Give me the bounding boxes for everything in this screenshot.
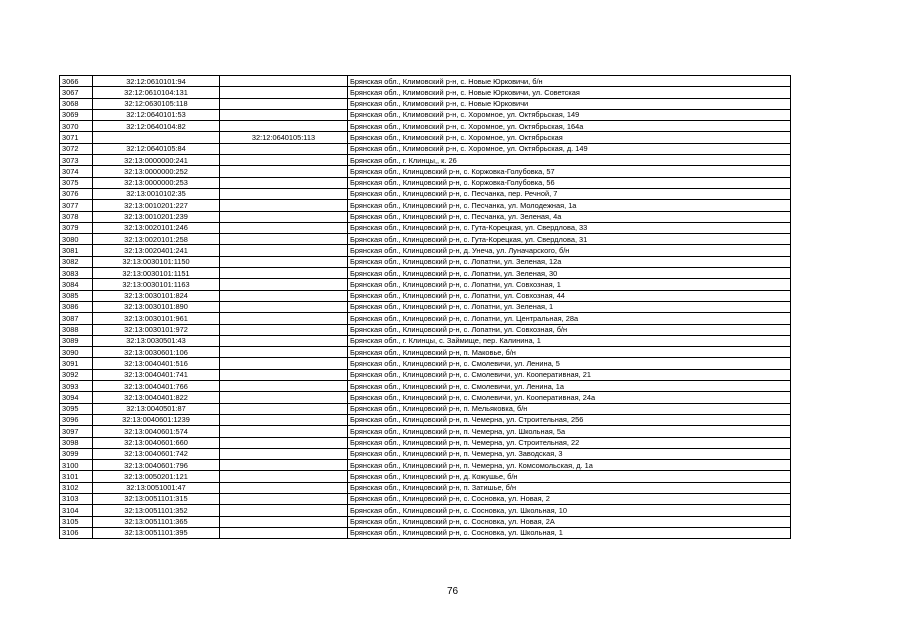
cadastral-number: 32:13:0051101:365 (93, 516, 220, 527)
address: Брянская обл., Клинцовский р-н, с. Коржовка-Голубовка, 57 (348, 166, 791, 177)
cadastral-number: 32:13:0030101:972 (93, 324, 220, 335)
address: Брянская обл., Клинцовский р-н, с. Лопатни, ул. Совхозная, 1 (348, 279, 791, 290)
row-number: 3103 (60, 493, 93, 504)
previous-cadastral-number (220, 460, 348, 471)
row-number: 3096 (60, 414, 93, 425)
cadastral-number: 32:12:0640101:53 (93, 109, 220, 120)
address: Брянская обл., Клинцовский р-н, с. Сосновка, ул. Новая, 2А (348, 516, 791, 527)
previous-cadastral-number (220, 527, 348, 538)
previous-cadastral-number (220, 155, 348, 166)
previous-cadastral-number (220, 188, 348, 199)
table-row (60, 482, 791, 493)
previous-cadastral-number (220, 87, 348, 98)
table-row (60, 493, 791, 504)
previous-cadastral-number (220, 290, 348, 301)
table-row (60, 200, 791, 211)
table-row (60, 437, 791, 448)
table-row (60, 460, 791, 471)
address: Брянская обл., Клинцовский р-н, с. Смолевичи, ул. Кооперативная, 24а (348, 392, 791, 403)
address: Брянская обл., Клинцовский р-н, с. Смолевичи, ул. Ленина, 1а (348, 381, 791, 392)
address: Брянская обл., Клинцовский р-н, с. Сосновка, ул. Новая, 2 (348, 493, 791, 504)
table-row (60, 505, 791, 516)
row-number: 3066 (60, 76, 93, 87)
row-number: 3104 (60, 505, 93, 516)
address: Брянская обл., Клинцовский р-н, п. Затишье, б/н (348, 482, 791, 493)
previous-cadastral-number (220, 448, 348, 459)
table-row (60, 290, 791, 301)
address: Брянская обл., Клинцовский р-н, с. Лопатни, ул. Зеленая, 1 (348, 301, 791, 312)
cadastral-number: 32:13:0010201:227 (93, 200, 220, 211)
row-number: 3089 (60, 335, 93, 346)
table-row (60, 313, 791, 324)
address: Брянская обл., Клинцовский р-н, с. Песчанка, пер. Речной, 7 (348, 188, 791, 199)
cadastral-number: 32:13:0010201:239 (93, 211, 220, 222)
cadastral-number: 32:13:0030101:890 (93, 301, 220, 312)
table-row (60, 426, 791, 437)
previous-cadastral-number (220, 76, 348, 87)
address: Брянская обл., Клинцовский р-н, д. Кожушье, б/н (348, 471, 791, 482)
row-number: 3082 (60, 256, 93, 267)
cadastral-number: 32:13:0040401:516 (93, 358, 220, 369)
previous-cadastral-number (220, 98, 348, 109)
row-number: 3095 (60, 403, 93, 414)
row-number: 3098 (60, 437, 93, 448)
table-row (60, 143, 791, 154)
previous-cadastral-number (220, 437, 348, 448)
previous-cadastral-number (220, 392, 348, 403)
cadastral-number: 32:13:0020101:258 (93, 234, 220, 245)
cadastral-number: 32:13:0050201:121 (93, 471, 220, 482)
previous-cadastral-number (220, 301, 348, 312)
cadastral-number: 32:13:0020101:246 (93, 222, 220, 233)
cadastral-number: 32:12:0610104:131 (93, 87, 220, 98)
table-row (60, 301, 791, 312)
row-number: 3101 (60, 471, 93, 482)
table-row (60, 268, 791, 279)
cadastral-number (93, 132, 220, 143)
cadastral-number: 32:12:0610101:94 (93, 76, 220, 87)
row-number: 3097 (60, 426, 93, 437)
row-number: 3099 (60, 448, 93, 459)
row-number: 3088 (60, 324, 93, 335)
address: Брянская обл., Клинцовский р-н, п. Маковье, б/н (348, 347, 791, 358)
table-row (60, 392, 791, 403)
table-row (60, 76, 791, 87)
cadastral-number: 32:13:0030601:106 (93, 347, 220, 358)
address: Брянская обл., Клинцовский р-н, с. Лопатни, ул. Зеленая, 12а (348, 256, 791, 267)
row-number: 3086 (60, 301, 93, 312)
table-row (60, 222, 791, 233)
address: Брянская обл., г. Клинцы,, к. 26 (348, 155, 791, 166)
previous-cadastral-number: 32:12:0640105:113 (220, 132, 348, 143)
row-number: 3072 (60, 143, 93, 154)
address: Брянская обл., Клинцовский р-н, с. Коржовка-Голубовка, 56 (348, 177, 791, 188)
row-number: 3068 (60, 98, 93, 109)
previous-cadastral-number (220, 403, 348, 414)
address: Брянская обл., Климовский р-н, с. Новые Юрковичи, ул. Советская (348, 87, 791, 98)
table-row (60, 279, 791, 290)
table-row (60, 109, 791, 120)
cadastral-number: 32:13:0030101:1150 (93, 256, 220, 267)
row-number: 3094 (60, 392, 93, 403)
address: Брянская обл., Клинцовский р-н, с. Сосновка, ул. Школьная, 10 (348, 505, 791, 516)
table-row (60, 98, 791, 109)
previous-cadastral-number (220, 369, 348, 380)
previous-cadastral-number (220, 426, 348, 437)
address: Брянская обл., Клинцовский р-н, с. Сосновка, ул. Школьная, 1 (348, 527, 791, 538)
address: Брянская обл., Клинцовский р-н, с. Гута-Корецкая, ул. Свердлова, 31 (348, 234, 791, 245)
cadastral-number: 32:13:0020401:241 (93, 245, 220, 256)
row-number: 3079 (60, 222, 93, 233)
address: Брянская обл., Клинцовский р-н, п. Чемерна, ул. Школьная, 5а (348, 426, 791, 437)
cadastral-number: 32:12:0640104:82 (93, 121, 220, 132)
table-row (60, 155, 791, 166)
table-row (60, 256, 791, 267)
previous-cadastral-number (220, 414, 348, 425)
previous-cadastral-number (220, 279, 348, 290)
table-row (60, 369, 791, 380)
address: Брянская обл., Клинцовский р-н, п. Чемерна, ул. Комсомольская, д. 1а (348, 460, 791, 471)
row-number: 3106 (60, 527, 93, 538)
table-row (60, 211, 791, 222)
row-number: 3080 (60, 234, 93, 245)
row-number: 3105 (60, 516, 93, 527)
address: Брянская обл., Клинцовский р-н, с. Лопатни, ул. Центральная, 28а (348, 313, 791, 324)
table-row (60, 245, 791, 256)
address: Брянская обл., г. Клинцы, с. Займище, пер. Калинина, 1 (348, 335, 791, 346)
previous-cadastral-number (220, 143, 348, 154)
table-row (60, 121, 791, 132)
previous-cadastral-number (220, 109, 348, 120)
previous-cadastral-number (220, 222, 348, 233)
address: Брянская обл., Клинцовский р-н, с. Песчанка, ул. Молодежная, 1а (348, 200, 791, 211)
cadastral-number: 32:13:0030101:961 (93, 313, 220, 324)
address: Брянская обл., Климовский р-н, с. Хоромное, ул. Октябрьская (348, 132, 791, 143)
previous-cadastral-number (220, 347, 348, 358)
cadastral-number: 32:13:0030101:1151 (93, 268, 220, 279)
row-number: 3075 (60, 177, 93, 188)
address: Брянская обл., Клинцовский р-н, с. Смолевичи, ул. Кооперативная, 21 (348, 369, 791, 380)
address: Брянская обл., Климовский р-н, с. Новые Юрковичи, б/н (348, 76, 791, 87)
previous-cadastral-number (220, 166, 348, 177)
address: Брянская обл., Клинцовский р-н, с. Гута-Корецкая, ул. Свердлова, 33 (348, 222, 791, 233)
table-row (60, 471, 791, 482)
address: Брянская обл., Клинцовский р-н, с. Лопатни, ул. Зеленая, 30 (348, 268, 791, 279)
previous-cadastral-number (220, 177, 348, 188)
address: Брянская обл., Клинцовский р-н, с. Смолевичи, ул. Ленина, 5 (348, 358, 791, 369)
row-number: 3083 (60, 268, 93, 279)
cadastral-number: 32:13:0040601:796 (93, 460, 220, 471)
cadastral-number: 32:13:0051101:395 (93, 527, 220, 538)
previous-cadastral-number (220, 313, 348, 324)
previous-cadastral-number (220, 471, 348, 482)
row-number: 3087 (60, 313, 93, 324)
row-number: 3093 (60, 381, 93, 392)
table-row (60, 347, 791, 358)
cadastral-number: 32:13:0030101:1163 (93, 279, 220, 290)
address: Брянская обл., Климовский р-н, с. Хоромное, ул. Октябрьская, д. 149 (348, 143, 791, 154)
row-number: 3071 (60, 132, 93, 143)
previous-cadastral-number (220, 482, 348, 493)
cadastral-number: 32:13:0040401:766 (93, 381, 220, 392)
table-row (60, 177, 791, 188)
row-number: 3074 (60, 166, 93, 177)
registry-table (59, 75, 791, 539)
table-row (60, 87, 791, 98)
registry-table-body (60, 76, 791, 539)
row-number: 3069 (60, 109, 93, 120)
previous-cadastral-number (220, 324, 348, 335)
cadastral-number: 32:13:0051001:47 (93, 482, 220, 493)
cadastral-number: 32:12:0640105:84 (93, 143, 220, 154)
table-row (60, 324, 791, 335)
previous-cadastral-number (220, 381, 348, 392)
row-number: 3067 (60, 87, 93, 98)
address: Брянская обл., Клинцовский р-н, п. Чемерна, ул. Заводская, 3 (348, 448, 791, 459)
row-number: 3090 (60, 347, 93, 358)
previous-cadastral-number (220, 256, 348, 267)
row-number: 3076 (60, 188, 93, 199)
table-row (60, 358, 791, 369)
cadastral-number: 32:13:0040401:741 (93, 369, 220, 380)
table-row (60, 527, 791, 538)
row-number: 3081 (60, 245, 93, 256)
cadastral-number: 32:12:0630105:118 (93, 98, 220, 109)
table-row (60, 234, 791, 245)
address: Брянская обл., Климовский р-н, с. Хоромное, ул. Октябрьская, 164а (348, 121, 791, 132)
address: Брянская обл., Клинцовский р-н, п. Чемерна, ул. Строительная, 22 (348, 437, 791, 448)
previous-cadastral-number (220, 493, 348, 504)
row-number: 3091 (60, 358, 93, 369)
row-number: 3070 (60, 121, 93, 132)
address: Брянская обл., Клинцовский р-н, с. Песчанка, ул. Зеленая, 4а (348, 211, 791, 222)
cadastral-number: 32:13:0040601:574 (93, 426, 220, 437)
address: Брянская обл., Клинцовский р-н, с. Лопатни, ул. Совхозная, 44 (348, 290, 791, 301)
cadastral-number: 32:13:0051101:352 (93, 505, 220, 516)
address: Брянская обл., Климовский р-н, с. Новые Юрковичи (348, 98, 791, 109)
previous-cadastral-number (220, 234, 348, 245)
previous-cadastral-number (220, 245, 348, 256)
address: Брянская обл., Клинцовский р-н, п. Мельяковка, б/н (348, 403, 791, 414)
table-row (60, 132, 791, 143)
address: Брянская обл., Клинцовский р-н, с. Лопатни, ул. Совхозная, б/н (348, 324, 791, 335)
table-row (60, 516, 791, 527)
table-row (60, 166, 791, 177)
table-row (60, 335, 791, 346)
cadastral-number: 32:13:0010102:35 (93, 188, 220, 199)
row-number: 3085 (60, 290, 93, 301)
table-row (60, 381, 791, 392)
previous-cadastral-number (220, 268, 348, 279)
address: Брянская обл., Климовский р-н, с. Хоромное, ул. Октябрьская, 149 (348, 109, 791, 120)
previous-cadastral-number (220, 211, 348, 222)
cadastral-number: 32:13:0051101:315 (93, 493, 220, 504)
cadastral-number: 32:13:0030101:824 (93, 290, 220, 301)
table-row (60, 188, 791, 199)
previous-cadastral-number (220, 121, 348, 132)
previous-cadastral-number (220, 516, 348, 527)
cadastral-number: 32:13:0000000:253 (93, 177, 220, 188)
row-number: 3077 (60, 200, 93, 211)
cadastral-number: 32:13:0040601:1239 (93, 414, 220, 425)
cadastral-number: 32:13:0040401:822 (93, 392, 220, 403)
cadastral-number: 32:13:0040501:87 (93, 403, 220, 414)
cadastral-number: 32:13:0030501:43 (93, 335, 220, 346)
row-number: 3084 (60, 279, 93, 290)
previous-cadastral-number (220, 505, 348, 516)
row-number: 3100 (60, 460, 93, 471)
page-number: 76 (446, 586, 459, 597)
table-row (60, 448, 791, 459)
table-row (60, 403, 791, 414)
previous-cadastral-number (220, 358, 348, 369)
row-number: 3073 (60, 155, 93, 166)
cadastral-number: 32:13:0040601:660 (93, 437, 220, 448)
cadastral-number: 32:13:0000000:252 (93, 166, 220, 177)
previous-cadastral-number (220, 200, 348, 211)
address: Брянская обл., Клинцовский р-н, п. Чемерна, ул. Строительная, 256 (348, 414, 791, 425)
cadastral-number: 32:13:0000000:241 (93, 155, 220, 166)
cadastral-number: 32:13:0040601:742 (93, 448, 220, 459)
table-row (60, 414, 791, 425)
row-number: 3092 (60, 369, 93, 380)
row-number: 3078 (60, 211, 93, 222)
previous-cadastral-number (220, 335, 348, 346)
row-number: 3102 (60, 482, 93, 493)
address: Брянская обл., Клинцовский р-н, д. Унеча, ул. Луначарского, б/н (348, 245, 791, 256)
